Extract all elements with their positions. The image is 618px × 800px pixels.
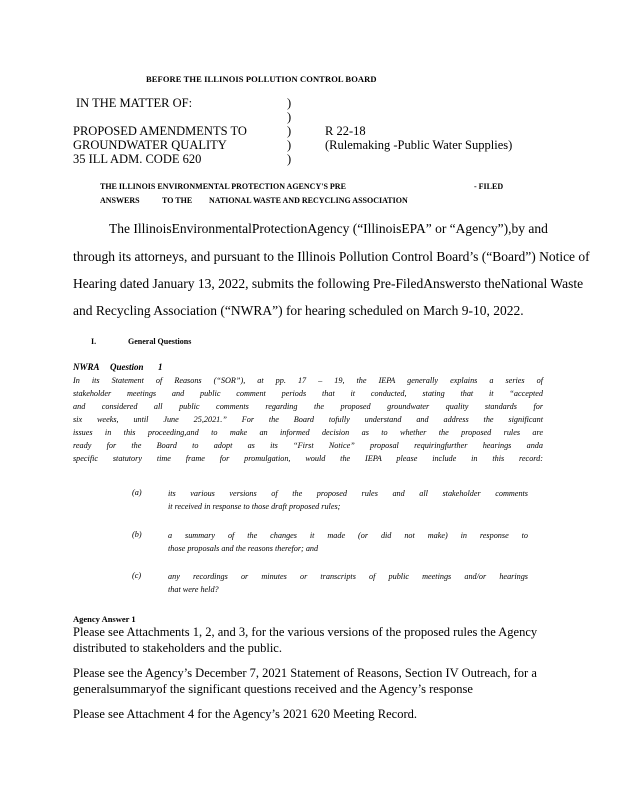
item-c-text [168,571,528,596]
caption-line-2: GROUNDWATER QUALITY [73,138,227,152]
question-line-6: ready for the Board to adopt as its “First Notice” proposal requiringfurther hearings anda [73,441,543,450]
item-a-line-2: it received in response to those draft proposed rules; [168,501,341,511]
answer-paragraph-1: Please see Attachments 1, 2, and 3, for the various versions of the proposed rules the Agency distributed to stakeholders and the public. [73,625,538,655]
filing-title-nwra: NATIONAL WASTE AND RECYCLING ASSOCIATION [209,196,408,205]
rulemaking-type: (Rulemaking -Public Water Supplies) [325,138,513,152]
intro-line-2: through its attorneys, and pursuant to the Illinois Pollution Control Board’s (“Board”) Notice of [73,249,590,264]
question-source: NWRA [73,362,100,372]
matter-of-label: IN THE MATTER OF: [76,96,193,110]
caption-paren-1: ) [287,96,292,110]
question-label: Question [110,362,144,372]
item-c-line-2: that were held? [168,584,219,594]
item-b-line-1: a summary of the changes it made (or did not make) in response to [168,531,528,540]
filing-title-filed: - FILED [474,182,504,191]
intro-line-1: The IllinoisEnvironmentalProtectionAgency (“IllinoisEPA” or “Agency”),by and [109,221,548,236]
question-line-7: specific statutory time frame for promulgation, would the IEPA please include in this record: [73,454,543,463]
item-b-text [168,530,528,555]
item-b-mark: (b) [132,530,142,539]
intro-line-4: and Recycling Association (“NWRA”) for hearing scheduled on March 9-10, 2022. [73,303,524,318]
docket-number: R 22-18 [325,124,366,138]
question-line-3: and considered all public comments regarding the proposed groundwater quality standards for [73,402,543,411]
filing-title-to-the: TO THE [162,196,193,205]
section-number: I. [91,337,97,346]
filing-title-answers: ANSWERS [100,196,140,205]
filing-title-line-1: THE ILLINOIS ENVIRONMENTAL PROTECTION AGENCY'S PRE [100,182,346,191]
item-a-line-1: its various versions of the proposed rules and all stakeholder comments [168,489,528,498]
caption-paren-2: ) [287,110,292,124]
caption-paren-4: ) [287,138,292,152]
caption-line-1: PROPOSED AMENDMENTS TO [73,124,247,138]
intro-line-3: Hearing dated January 13, 2022, submits the following Pre-FiledAnswersto theNational Waste [73,276,584,291]
answer-paragraph-3: Please see Attachment 4 for the Agency’s 2021 620 Meeting Record. [73,707,418,721]
board-heading: BEFORE THE ILLINOIS POLLUTION CONTROL BOARD [146,74,377,84]
question-line-1: In its Statement of Reasons (“SOR”), at pp. 17 – 19, the IEPA generally explains a series of [73,376,543,385]
question-line-4: six weeks, until June 25,2021.” For the Board tofully understand and address the significant [73,415,543,424]
answer-label: Agency Answer 1 [73,614,136,624]
answer-paragraph-2: Please see the Agency’s December 7, 2021 Statement of Reasons, Section IV Outreach, for a generalsummaryof the significant questions received and the Agency’s response [73,666,537,696]
item-c-mark: (c) [132,571,142,580]
caption-line-3: 35 ILL ADM. CODE 620 [73,152,202,166]
item-c-line-1: any recordings or minutes or transcripts of public meetings and/or hearings [168,572,528,581]
section-title: General Questions [128,337,192,346]
question-number: 1 [158,362,163,372]
caption-paren-5: ) [287,152,292,166]
question-line-2: stakeholder meetings and public comment periods that it conducted, stating that it “accepted [73,389,543,398]
question-line-5: issues in this proceeding,and to make an informed decision as to whether the proposed rules are [73,428,543,437]
item-a-mark: (a) [132,488,142,497]
item-b-line-2: those proposals and the reasons therefor; and [168,543,319,553]
item-a-text [168,488,528,513]
caption-paren-3: ) [287,124,292,138]
